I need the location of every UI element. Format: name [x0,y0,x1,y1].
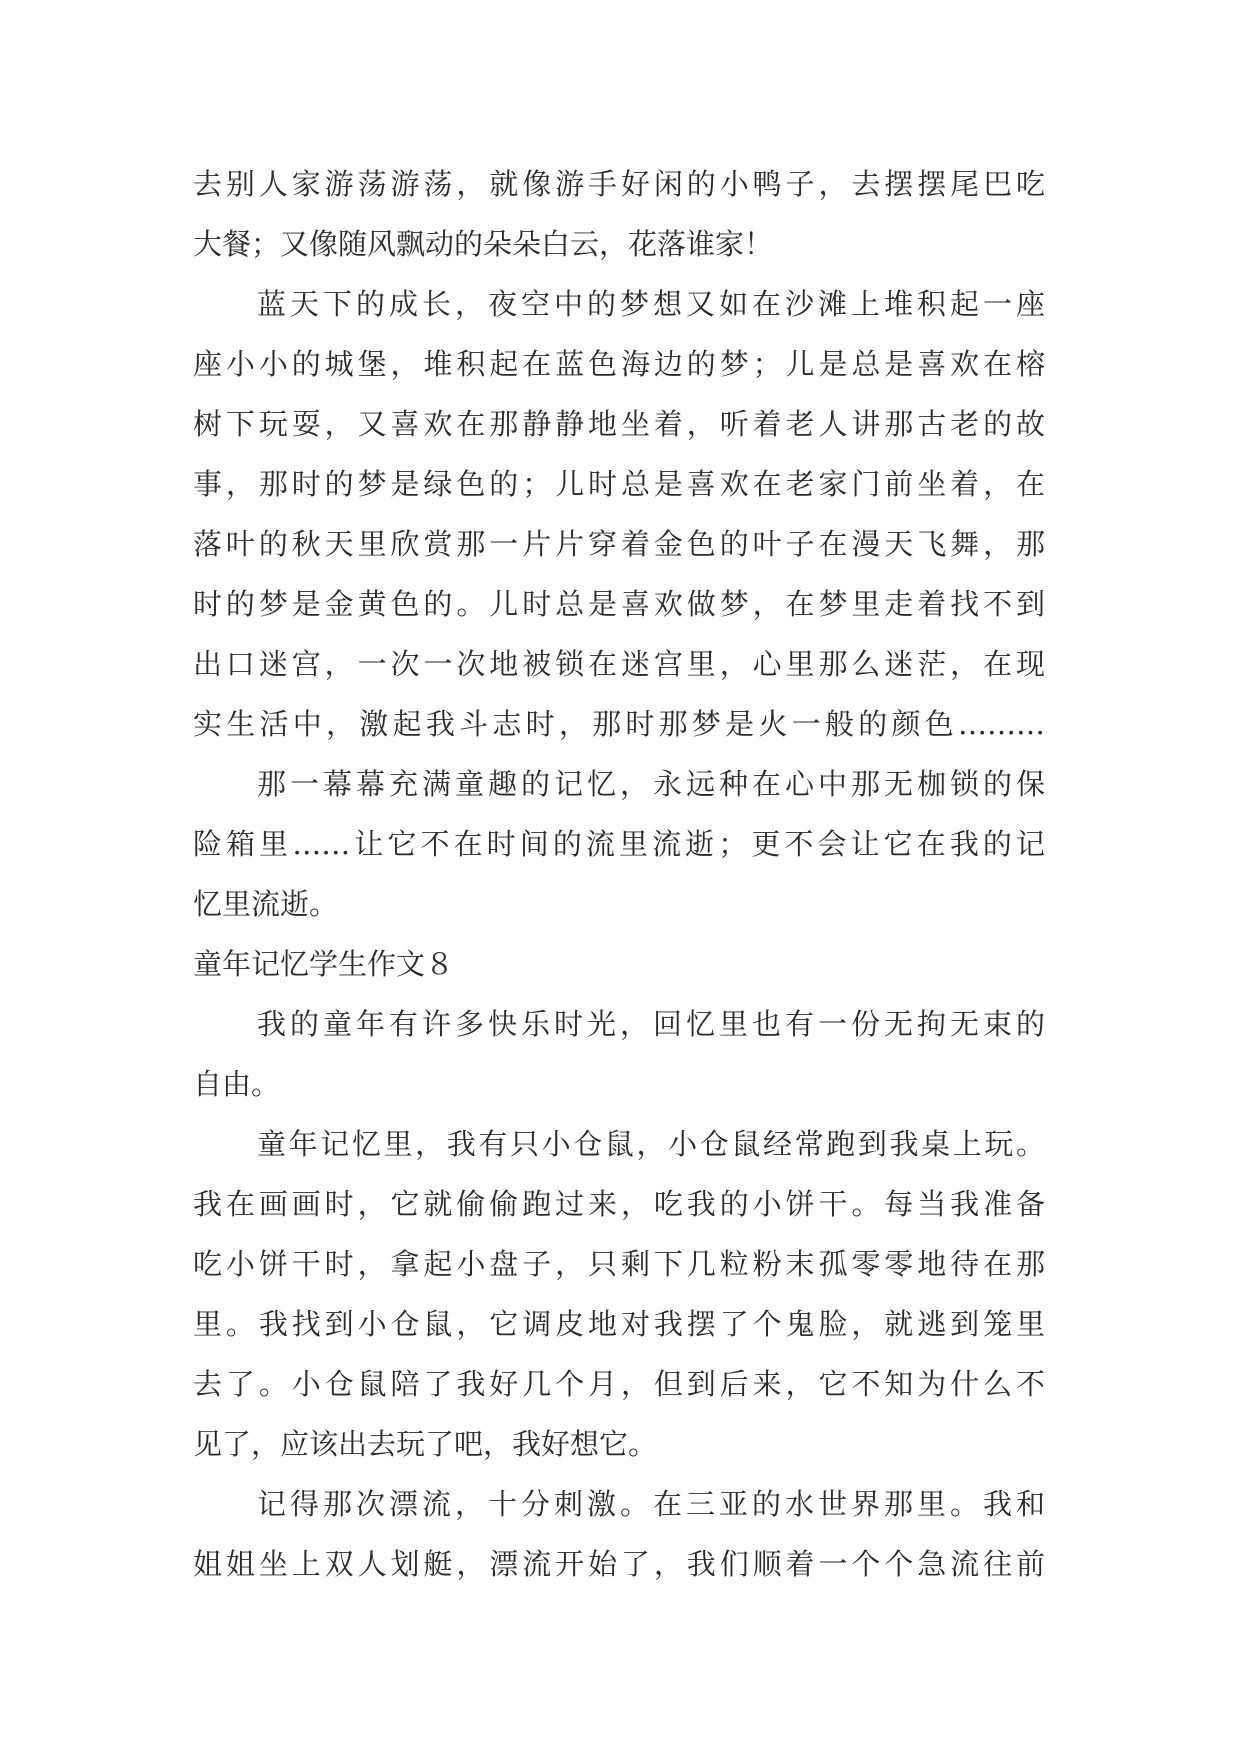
text-line: 见了，应该出去玩了吧，我好想它。 [193,1427,658,1461]
paragraph-start-line: 我的童年有许多快乐时光，回忆里也有一份无拘无束的 [257,1007,1045,1041]
document-body [193,154,1045,1594]
text-line: 险箱里……让它不在时间的流里流逝；更不会让它在我的记 [193,827,1045,861]
text-line: 吃小饼干时，拿起小盘子，只剩下几粒粉末孤零零地待在那 [193,1247,1045,1281]
paragraph-start-line: 记得那次漂流，十分刺激。在三亚的水世界那里。我和 [257,1487,1045,1521]
text-line: 姐姐坐上双人划艇，漂流开始了，我们顺着一个个急流往前 [193,1547,1045,1581]
text-line: 忆里流逝。 [193,887,339,921]
text-line: 里。我找到小仓鼠，它调皮地对我摆了个鬼脸，就逃到笼里 [193,1307,1045,1341]
text-line: 出口迷宫，一次一次地被锁在迷宫里，心里那么迷茫，在现 [193,647,1045,681]
text-line: 去了。小仓鼠陪了我好几个月，但到后来，它不知为什么不 [193,1367,1045,1401]
text-line: 事，那时的梦是绿色的；儿时总是喜欢在老家门前坐着，在 [193,467,1045,501]
text-line: 树下玩耍，又喜欢在那静静地坐着，听着老人讲那古老的故 [193,407,1045,441]
text-line: 自由。 [193,1067,281,1101]
text-line: 座小小的城堡，堆积起在蓝色海边的梦；儿是总是喜欢在榕 [193,347,1045,381]
text-line: 实生活中，激起我斗志时，那时那梦是火一般的颜色……… [193,707,1045,741]
text-line: 大餐；又像随风飘动的朵朵白云，花落谁家！ [193,227,774,261]
text-line: 时的梦是金黄色的。儿时总是喜欢做梦，在梦里走着找不到 [193,587,1045,621]
section-heading: 童年记忆学生作文８ [193,947,455,981]
paragraph-start-line: 那一幕幕充满童趣的记忆，永远种在心中那无枷锁的保 [257,767,1045,801]
text-line: 去别人家游荡游荡，就像游手好闲的小鸭子，去摆摆尾巴吃 [193,167,1045,201]
text-line: 落叶的秋天里欣赏那一片片穿着金色的叶子在漫天飞舞，那 [193,527,1045,561]
paragraph-start-line: 蓝天下的成长，夜空中的梦想又如在沙滩上堆积起一座 [257,287,1045,321]
text-line: 我在画画时，它就偷偷跑过来，吃我的小饼干。每当我准备 [193,1187,1045,1221]
paragraph-start-line: 童年记忆里，我有只小仓鼠，小仓鼠经常跑到我桌上玩。 [257,1127,1045,1161]
